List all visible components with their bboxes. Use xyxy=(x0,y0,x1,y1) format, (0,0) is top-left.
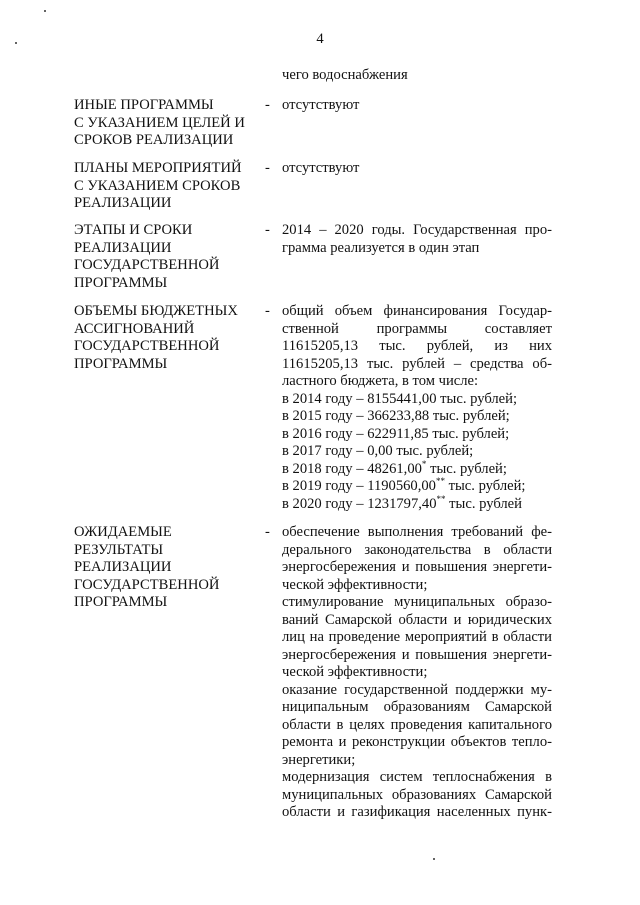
row-label: ИНЫЕ ПРОГРАММЫ С УКАЗАНИЕМ ЦЕЛЕЙ И СРОКОВ РЕАЛИЗАЦИИ xyxy=(74,97,245,148)
row-label: ЭТАПЫ И СРОКИ РЕАЛИЗАЦИИ ГОСУДАРСТВЕННОЙ ПРОГРАММЫ xyxy=(74,222,220,291)
dash: - xyxy=(265,160,270,176)
year-2016: в 2016 году – 622911,85 тыс. рублей; xyxy=(282,425,510,442)
row-value: общий объем финансирования Государ- ственной программы составляет 11615205,13 тыс. рублей, из них 11615205,13 тыс. рублей – средства об- ластного бюджета, в том числе: в 2014 году – 8155441,00 тыс. рублей; в 2015 году – 366233,88 тыс. рублей; в 2016 году – 622911,85 тыс. рублей; в 2017 году – 0,00 тыс. рублей; в 2018 году – 48261,00* тыс. рублей; в 2019 году – 1190560,00** тыс. рублей; в 2020 году – 1231797,40** тыс. рублей xyxy=(282,303,552,512)
continuation-text: чего водоснабжения xyxy=(282,67,408,83)
year-2020: в 2020 году – 1231797,40** тыс. рублей xyxy=(282,493,522,512)
row-value: 2014 – 2020 годы. Государственная про- грамма реализуется в один этап xyxy=(282,222,552,256)
page-number: 4 xyxy=(316,31,324,47)
row-label: ОБЪЕМЫ БЮДЖЕТНЫХ АССИГНОВАНИЙ ГОСУДАРСТВЕННОЙ ПРОГРАММЫ xyxy=(74,303,238,372)
row-value: отсутствуют xyxy=(282,97,360,113)
dash: - xyxy=(265,97,270,113)
row-label: ПЛАНЫ МЕРОПРИЯТИЙ С УКАЗАНИЕМ СРОКОВ РЕАЛИЗАЦИИ xyxy=(74,160,242,211)
row-value: отсутствуют xyxy=(282,160,360,176)
scan-speck xyxy=(44,10,46,12)
scan-speck xyxy=(15,42,17,44)
year-2017: в 2017 году – 0,00 тыс. рублей; xyxy=(282,443,474,459)
dash: - xyxy=(265,524,270,540)
year-2015: в 2015 году – 366233,88 тыс. рублей; xyxy=(282,408,510,424)
footnote-mark: ** xyxy=(436,493,446,504)
year-2014: в 2014 году – 8155441,00 тыс. рублей; xyxy=(282,390,518,407)
footnote-mark: ** xyxy=(435,476,445,487)
dash: - xyxy=(265,303,270,319)
year-2019: в 2019 году – 1190560,00** тыс. рублей; xyxy=(282,476,526,494)
scan-speck xyxy=(433,858,435,860)
row-value: обеспечение выполнения требований фе- дерального законодательства в области энергосбережения и повышения энергети- ческой эффективности; стимулирование муниципальных образо- ваний Самарской области и юридических лиц на проведение мероприятий в области энергосбережения и повышения энергети- ческой эффективности; оказание государственной поддержки му- ниципальным образованиям Самарской области в целях проведения капитального ремонта и реконструкции объектов тепло- энергетики; модернизация систем теплоснабжения в муниципальных образованиях Самарской области и газификация населенных пунк- xyxy=(282,524,552,820)
dash: - xyxy=(265,222,270,238)
year-2018: в 2018 году – 48261,00* тыс. рублей; xyxy=(282,458,507,477)
row-label: ОЖИДАЕМЫЕ РЕЗУЛЬТАТЫ РЕАЛИЗАЦИИ ГОСУДАРСТВЕННОЙ ПРОГРАММЫ xyxy=(74,524,220,610)
footnote-mark: * xyxy=(421,458,427,469)
